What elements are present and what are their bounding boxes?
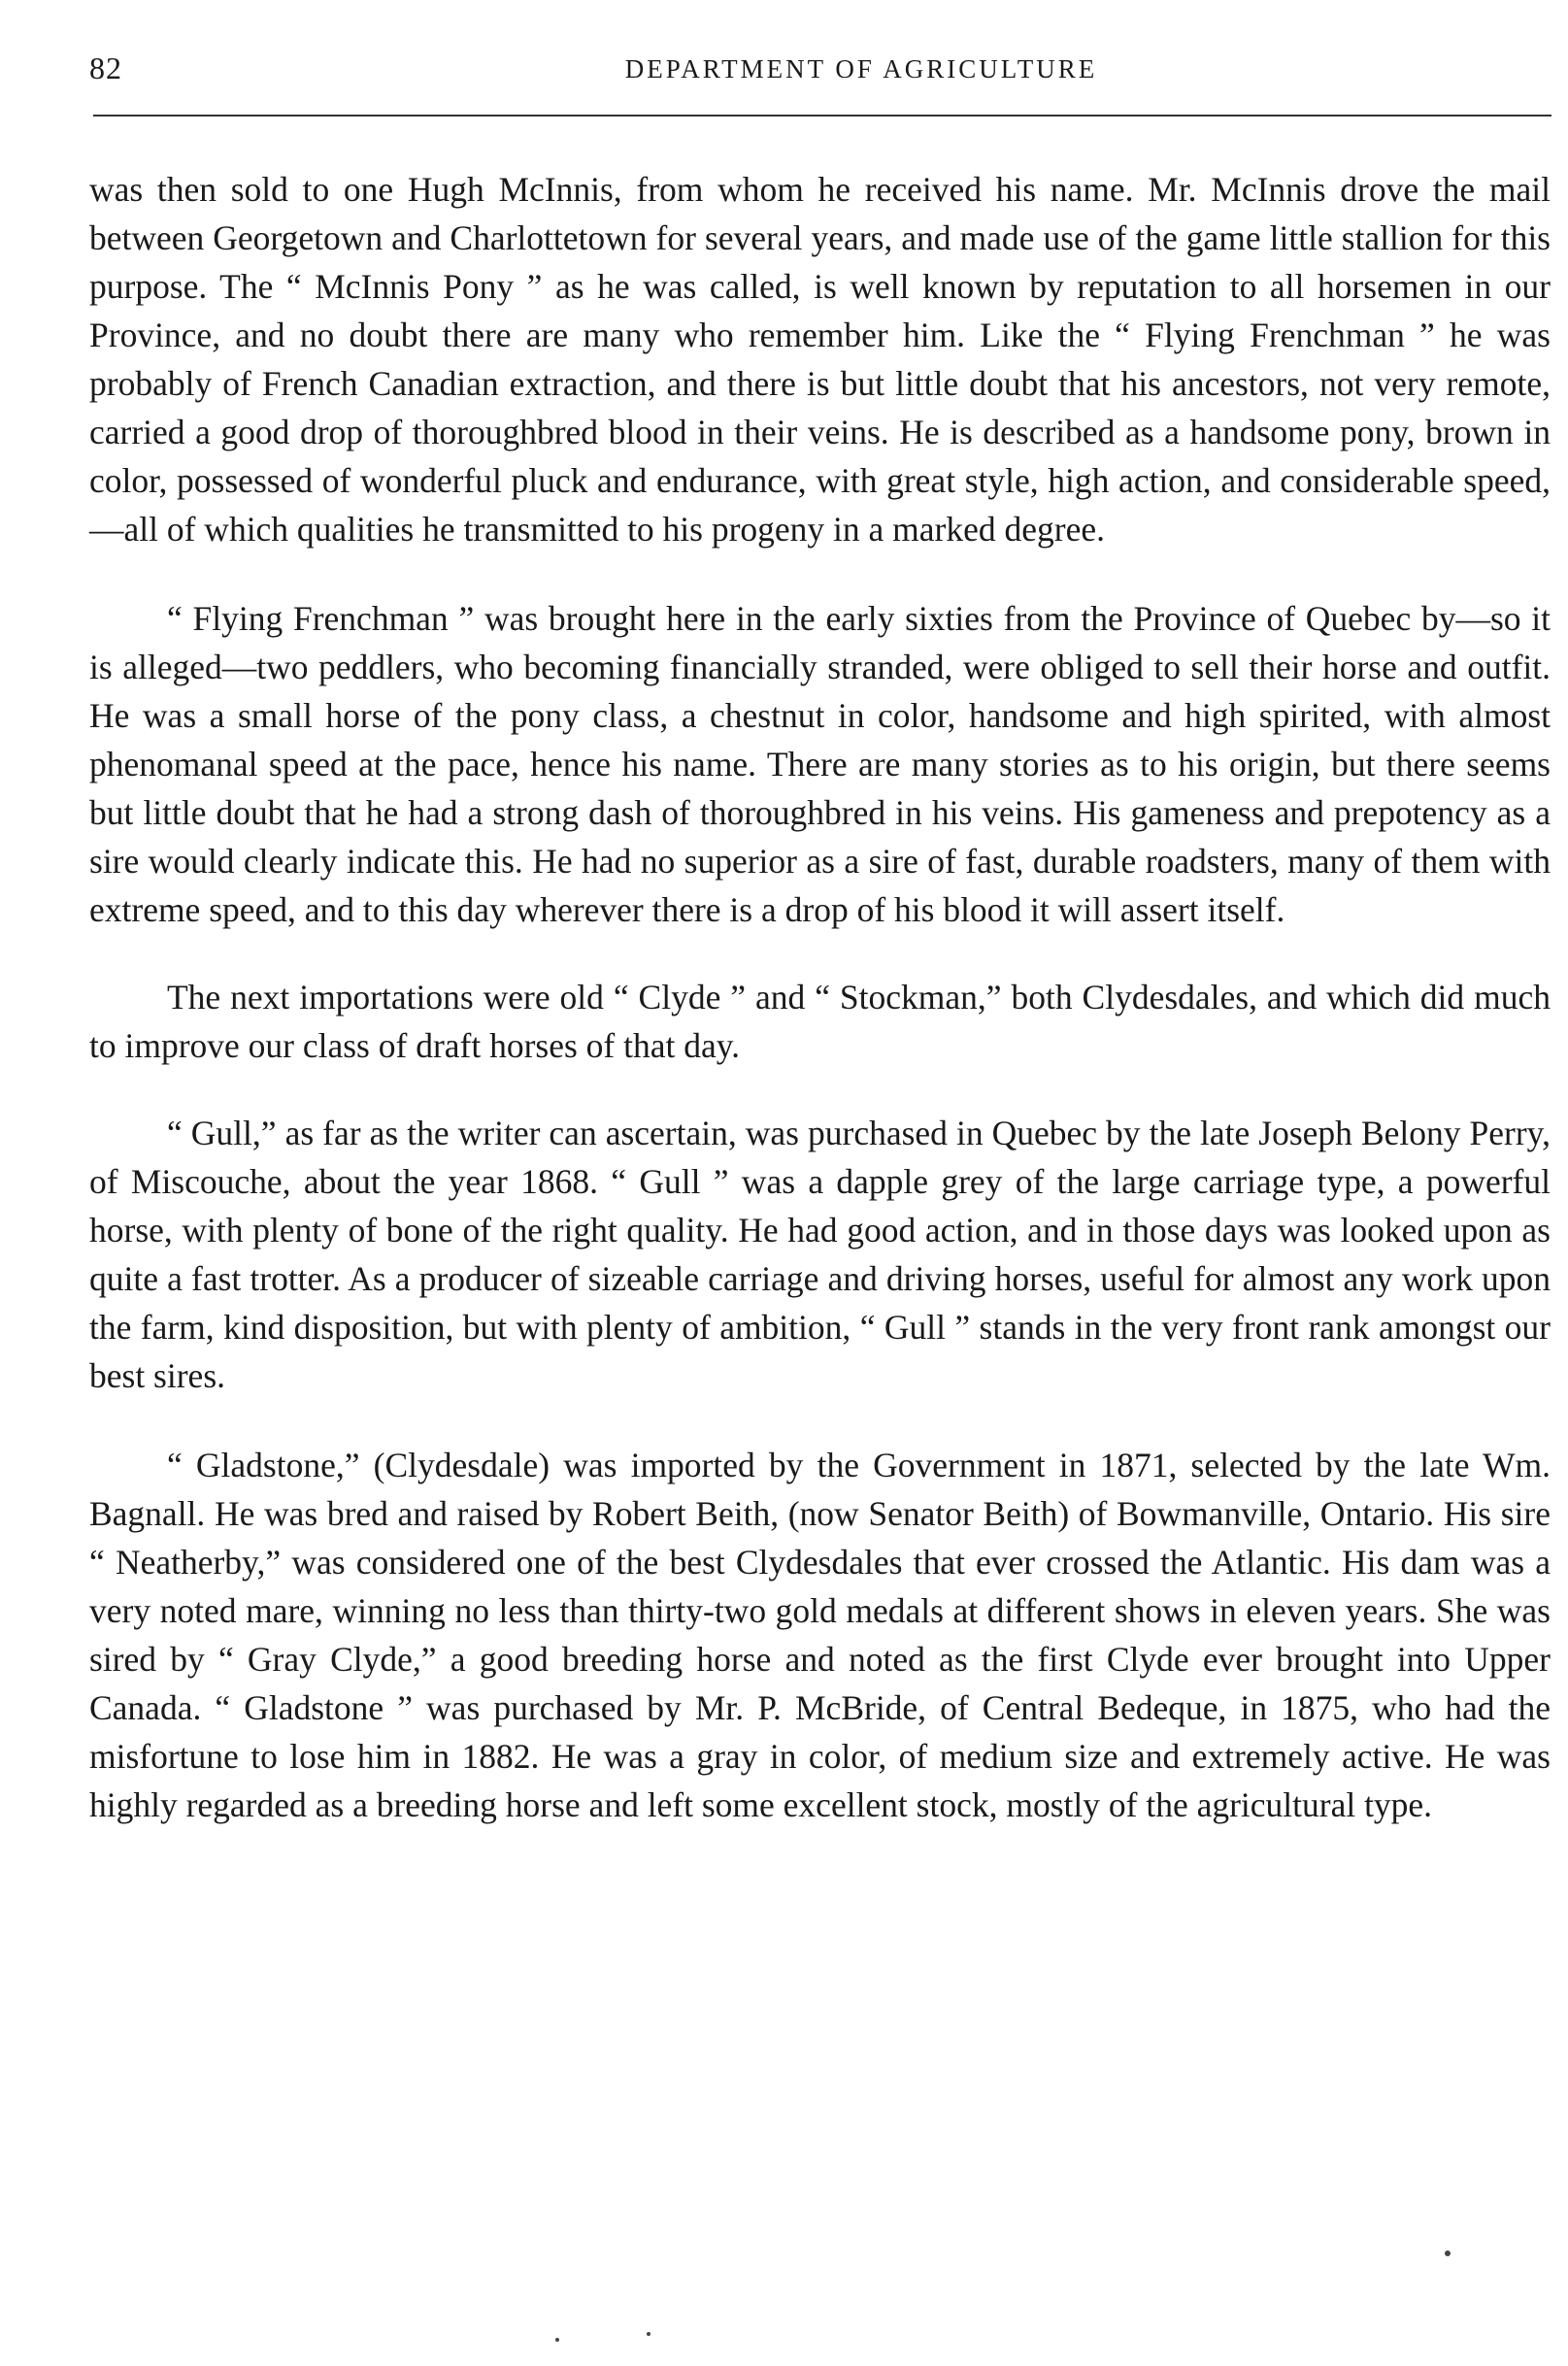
ink-speck xyxy=(647,2332,651,2336)
ink-speck xyxy=(1445,2250,1451,2256)
body-text xyxy=(89,165,1551,1829)
header-rule xyxy=(93,115,1551,117)
paragraph-gull: “ Gull,” as far as the writer can ascertain, was purchased in Quebec by the late Joseph Belony Perry, of Miscouche, about the year 1868. “ Gull ” was a dapple grey of the large carriage type, a powerful horse, with plenty of bone of the right quality. He had good action, and in those days was looked upon as quite a fast trotter. As a producer of sizeable carriage and driving horses, useful for almost any work upon the farm, kind disposition, but with plenty of ambition, “ Gull ” stands in the very front rank amongst our best sires. xyxy=(89,1114,1551,1395)
ink-speck xyxy=(555,2338,559,2342)
paragraph-gladstone: “ Gladstone,” (Clydesdale) was imported by the Government in 1871, selected by the late Wm. Bagnall. He was bred and raised by Robert Beith, (now Senator Beith) of Bowmanville, Ontario. His sire “ Neatherby,” was considered one of the best Clydesdales that ever crossed the Atlantic. His dam was a very noted mare, winning no less than thirty-two gold medals at different shows in eleven years. She was sired by “ Gray Clyde,” a good breeding horse and noted as the first Clyde ever brought into Upper Canada. “ Gladstone ” was purchased by Mr. P. McBride, of Central Bedeque, in 1875, who had the misfortune to lose him in 1882. He was a gray in color, of medium size and extremely active. He was highly regarded as a breeding horse and left some excellent stock, mostly of the agricultural type. xyxy=(89,1446,1551,1824)
running-head: DEPARTMENT OF AGRICULTURE xyxy=(624,54,1098,83)
paragraph-flying-frenchman: “ Flying Frenchman ” was brought here in the early sixties from the Province of Quebec by—so it is alleged—two peddlers, who becoming financially stranded, were obliged to sell their horse and outfit. He was a small horse of the pony class, a chestnut in color, handsome and high spirited, with almost phenomanal speed at the pace, hence his name. There are many stories as to his origin, but there seems but little doubt that he had a strong dash of thoroughbred in his veins. His gameness and prepotency as a sire would clearly indicate this. He had no superior as a sire of fast, durable roadsters, many of them with extreme speed, and to this day wherever there is a drop of his blood it will assert itself. xyxy=(89,599,1551,929)
page-number: 82 xyxy=(89,50,122,85)
paragraph-clyde-stockman: The next importations were old “ Clyde ” and “ Stockman,” both Clydesdales, and which did much to improve our class of draft horses of that day. xyxy=(89,978,1551,1065)
paragraph-mcinnis-pony: was then sold to one Hugh McInnis, from whom he received his name. Mr. McInnis drove the mail between Georgetown and Charlottetown for several years, and made use of the game little stallion for this purpose. The “ McInnis Pony ” as he was called, is well known by reputation to all horsemen in our Province, and no doubt there are many who remember him. Like the “ Flying Frenchman ” he was probably of French Canadian extraction, and there is but little doubt that his ancestors, not very remote, carried a good drop of thoroughbred blood in their veins. He is described as a handsome pony, brown in color, possessed of wonderful pluck and endurance, with great style, high action, and considerable speed,—all of which qualities he transmitted to his progeny in a marked degree. xyxy=(89,170,1551,549)
page-header xyxy=(89,49,1555,97)
